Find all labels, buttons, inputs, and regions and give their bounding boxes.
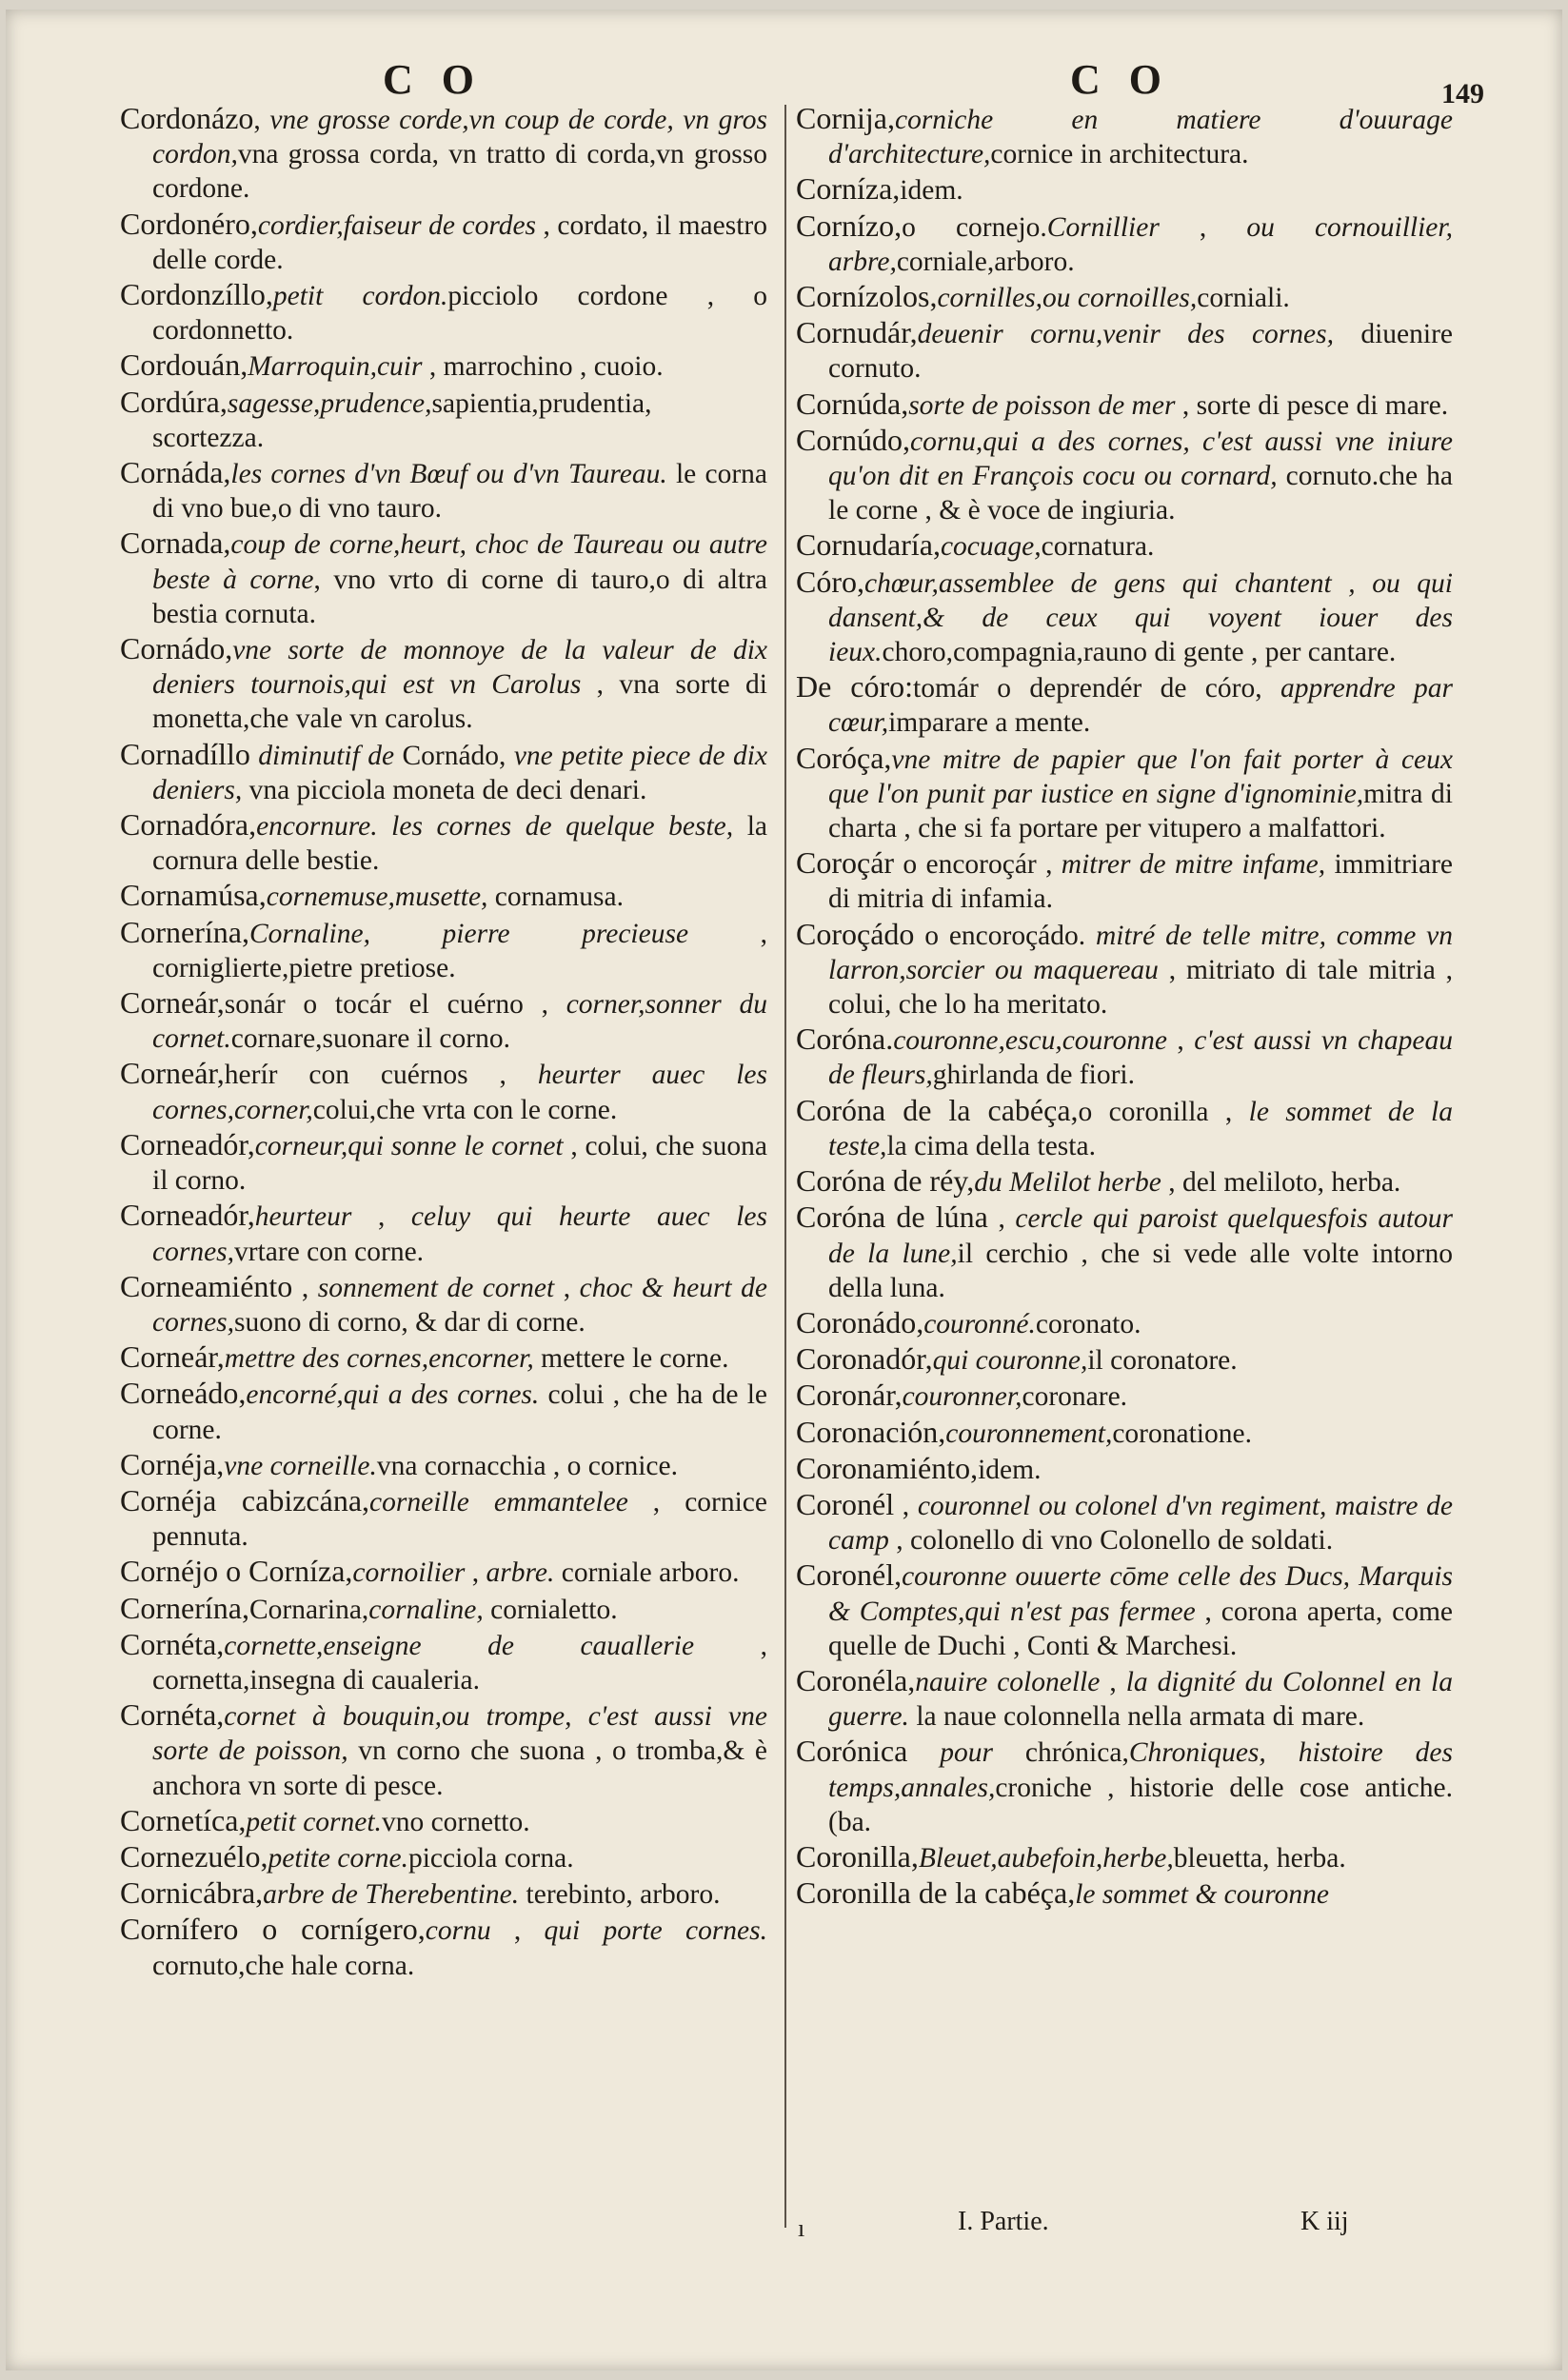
entry-headword: Cornija, bbox=[796, 101, 895, 135]
italian-gloss: vn corno che suona , o tromba,& è anchora vn sorte di pesce. bbox=[152, 1735, 767, 1801]
entry-headword: Corneár, bbox=[120, 1339, 225, 1375]
dictionary-entry bbox=[120, 347, 767, 384]
dictionary-entry bbox=[796, 171, 1453, 208]
entry-headword: Cordonéro, bbox=[120, 206, 258, 241]
entry-headword: Corneadór, bbox=[120, 1198, 255, 1233]
french-gloss: vne corneille. bbox=[224, 1450, 377, 1481]
italian-gloss: coronare. bbox=[1022, 1381, 1128, 1413]
dictionary-entry bbox=[120, 631, 767, 737]
italian-gloss: vna cornacchia , o cornice. bbox=[376, 1450, 678, 1481]
french-gloss: cocuage, bbox=[940, 531, 1042, 563]
italian-gloss: cornuto.che ha le corne , & è voce de ingiuria. bbox=[828, 461, 1453, 526]
dictionary-entry bbox=[120, 1803, 767, 1839]
dictionary-entry bbox=[796, 669, 1453, 740]
french-gloss: celuy qui heurte auec les cornes, bbox=[152, 1201, 767, 1267]
entry-headword: Cornéja, bbox=[120, 1446, 225, 1481]
french-gloss: chœur,assemblee de gens qui chantent , ou qui dansent,& de ceux qui voyent iouer des ieux. bbox=[828, 567, 1453, 668]
italian-gloss: colui , che ha de le corne. bbox=[152, 1379, 767, 1445]
entry-headword: Cornáda, bbox=[120, 455, 231, 490]
column-rule bbox=[784, 105, 786, 2228]
italian-gloss: , bbox=[465, 1557, 486, 1589]
dictionary-entry bbox=[796, 423, 1453, 528]
entry-headword: Corónica bbox=[796, 1734, 908, 1769]
dictionary-entry bbox=[120, 207, 767, 277]
dictionary-entry bbox=[796, 1415, 1453, 1451]
entry-headword: Cornadóra, bbox=[120, 807, 257, 843]
dictionary-entry bbox=[796, 1839, 1453, 1875]
italian-gloss: , cornetta,insegna di caualeria. bbox=[152, 1630, 767, 1696]
french-gloss: choc & heurt de cornes, bbox=[152, 1272, 768, 1338]
french-gloss: la dignité du Colonnel en la guerre. bbox=[828, 1666, 1453, 1733]
entry-headword: Cornudár, bbox=[796, 315, 918, 350]
dictionary-entry bbox=[120, 1697, 767, 1803]
right-column bbox=[796, 101, 1453, 1912]
french-gloss: apprendre par cœur, bbox=[828, 673, 1453, 739]
italian-gloss: la cornura delle bestie. bbox=[152, 811, 767, 877]
dictionary-entry bbox=[796, 1487, 1453, 1557]
entry-headword: Córo, bbox=[796, 564, 864, 599]
entry-headword: Coronación, bbox=[796, 1414, 946, 1449]
french-gloss: Cornillier bbox=[1046, 211, 1160, 243]
italian-gloss: o encoroçádo. bbox=[914, 920, 1096, 951]
entry-headword: Cornéta, bbox=[120, 1697, 225, 1733]
french-gloss: Cornaline, pierre precieuse bbox=[248, 918, 689, 949]
dictionary-entry bbox=[796, 741, 1453, 846]
italian-gloss: herír con cuérnos , bbox=[224, 1060, 538, 1091]
italian-gloss: , bbox=[253, 105, 270, 135]
dictionary-entry bbox=[796, 1875, 1453, 1912]
dictionary-entry bbox=[120, 1839, 767, 1875]
italian-gloss: , corona aperta, come quelle de Duchi , Conti & Marchesi. bbox=[828, 1596, 1453, 1661]
dictionary-entry bbox=[120, 1447, 767, 1483]
french-gloss: couronne ouuerte cōme celle des Ducs, Marquis & Comptes,qui n'est pas fermee bbox=[828, 1561, 1453, 1627]
french-gloss: cornet à bouquin,ou trompe, c'est aussi vne sorte de poisson, bbox=[152, 1701, 767, 1767]
italian-gloss: diuenire cornuto. bbox=[828, 319, 1453, 385]
italian-gloss: croniche , historie delle cose antiche. (ba. bbox=[828, 1772, 1453, 1837]
french-gloss: du Melilot herbe bbox=[974, 1167, 1161, 1199]
italian-gloss: picciolo cordone , o cordonnetto. bbox=[152, 281, 767, 347]
italian-gloss: cornuto,che hale corna. bbox=[152, 1950, 415, 1981]
entry-headword: Cornéjo o Corníza, bbox=[120, 1554, 353, 1589]
italian-gloss: imparare a mente. bbox=[888, 707, 1091, 739]
dictionary-entry bbox=[796, 565, 1453, 670]
dictionary-entry bbox=[120, 1554, 767, 1590]
french-gloss: nauire colonelle bbox=[915, 1666, 1101, 1697]
dictionary-entry bbox=[796, 1021, 1453, 1092]
entry-headword: Cordouán, bbox=[120, 347, 248, 383]
italian-gloss: , sorte di pesce di mare. bbox=[1175, 389, 1449, 421]
italian-gloss: , corniglierte,pietre pretiose. bbox=[152, 918, 768, 983]
entry-headword: Cordonázo bbox=[120, 101, 254, 135]
french-gloss: heurter auec les cornes,corner, bbox=[152, 1060, 767, 1125]
french-gloss: pour bbox=[940, 1737, 993, 1769]
entry-headword: Coronilla, bbox=[796, 1838, 919, 1874]
entry-headword: Cornúda, bbox=[796, 386, 909, 421]
french-gloss: corneille emmantelee bbox=[369, 1486, 628, 1517]
entry-headword: Corníza, bbox=[796, 171, 901, 207]
italian-gloss: immitriare di mitria di infamia. bbox=[828, 849, 1453, 915]
entry-headword: Cornicábra, bbox=[120, 1875, 264, 1911]
dictionary-entry bbox=[120, 1269, 767, 1339]
italian-gloss: cornamusa. bbox=[487, 882, 624, 913]
italian-gloss: mitra di charta , che si fa portare per vitupero a malfattori. bbox=[828, 778, 1454, 844]
french-gloss: arbre. bbox=[486, 1557, 555, 1589]
french-gloss: couronne,escu,couronne bbox=[893, 1025, 1168, 1057]
italian-gloss: chrónica, bbox=[992, 1737, 1129, 1769]
french-gloss: Marroquin,cuir bbox=[248, 351, 423, 383]
french-gloss: cornu bbox=[425, 1915, 491, 1947]
dictionary-entry bbox=[796, 1305, 1453, 1341]
italian-gloss: tomár o deprendér de córo, bbox=[913, 673, 1280, 704]
dictionary-entry bbox=[120, 1875, 767, 1912]
italian-gloss: idem. bbox=[978, 1454, 1042, 1485]
entry-headword: De córo: bbox=[796, 669, 914, 704]
french-gloss: petit cornet. bbox=[246, 1806, 382, 1837]
italian-gloss: colui,che vrta con le corne. bbox=[312, 1094, 618, 1125]
italian-gloss: , bbox=[1100, 1666, 1126, 1697]
dictionary-entry bbox=[120, 878, 767, 914]
french-gloss: c'est aussi vn chapeau de fleurs, bbox=[828, 1025, 1454, 1091]
dictionary-entry bbox=[120, 1591, 767, 1627]
italian-gloss: idem. bbox=[900, 175, 963, 207]
dictionary-entry bbox=[796, 1734, 1453, 1839]
entry-headword: Cornezuélo, bbox=[120, 1838, 268, 1874]
entry-headword: Coronilla de la cabéça, bbox=[796, 1875, 1076, 1911]
french-gloss: mitrer de mitre infame, bbox=[1061, 849, 1326, 881]
entry-headword: Coronadór, bbox=[796, 1341, 933, 1377]
italian-gloss: , bbox=[292, 1272, 318, 1303]
entry-headword: Coróna de réy, bbox=[796, 1163, 975, 1199]
french-gloss: mitré de telle mitre, comme vn larron,sorcier ou maquereau bbox=[828, 920, 1454, 985]
italian-gloss: cornatura. bbox=[1041, 531, 1155, 563]
dictionary-entry bbox=[796, 527, 1453, 564]
dictionary-entry bbox=[120, 385, 767, 455]
italian-gloss: picciola corna. bbox=[407, 1842, 574, 1874]
italian-gloss: , bbox=[554, 1272, 580, 1303]
french-gloss: sonnement de cornet bbox=[317, 1272, 555, 1303]
dictionary-entry bbox=[120, 985, 767, 1056]
french-gloss: vne mitre de papier que l'on fait porter à ceux que l'on punit par iustice en signe d'ignominie, bbox=[828, 744, 1453, 809]
italian-gloss: , bbox=[1167, 1025, 1195, 1057]
italian-gloss: o encoroçár , bbox=[894, 849, 1062, 881]
entry-headword: Coróna de la cabéça, bbox=[796, 1092, 1079, 1127]
dictionary-entry bbox=[120, 915, 767, 985]
entry-headword: Coroçár bbox=[796, 845, 895, 881]
french-gloss: cornemuse,musette, bbox=[266, 882, 488, 913]
italian-gloss: , cordato, il maestro delle corde. bbox=[152, 209, 767, 275]
italian-gloss: Cornádo, bbox=[394, 740, 514, 771]
entry-headword: Coronél bbox=[796, 1486, 895, 1521]
french-gloss: encornure. les cornes de quelque beste, bbox=[256, 811, 734, 843]
entry-headword: Cornudaría, bbox=[796, 527, 941, 563]
italian-gloss: suono di corno, & dar di corne. bbox=[234, 1306, 586, 1338]
dictionary-entry bbox=[120, 1198, 767, 1268]
dictionary-entry bbox=[120, 1376, 767, 1446]
italian-gloss: , colui, che suona il corno. bbox=[152, 1130, 767, 1197]
italian-gloss: , bbox=[987, 1203, 1016, 1235]
italian-gloss: , bbox=[490, 1915, 545, 1947]
entry-headword: Coronár, bbox=[796, 1378, 903, 1413]
dictionary-entry bbox=[796, 1163, 1453, 1200]
dictionary-entry bbox=[120, 737, 767, 807]
french-gloss: couronné. bbox=[923, 1308, 1036, 1339]
dictionary-entry bbox=[796, 1378, 1453, 1414]
italian-gloss: , bbox=[894, 1490, 918, 1521]
french-gloss: coup de corne,heurt, bbox=[230, 529, 467, 561]
dictionary-entry bbox=[120, 1912, 767, 1982]
french-gloss: qui couronne, bbox=[932, 1345, 1088, 1377]
french-gloss: choc de Taureau ou autre beste à corne bbox=[152, 529, 768, 595]
entry-headword: Coronél, bbox=[796, 1557, 903, 1593]
entry-headword: Cornízolos, bbox=[796, 279, 938, 314]
french-gloss: cordier,faiseur de cordes bbox=[257, 209, 537, 241]
entry-headword: Coronádo, bbox=[796, 1304, 924, 1339]
italian-gloss: vrtare con corne. bbox=[234, 1236, 425, 1267]
french-gloss: encorné,qui a des cornes. bbox=[246, 1379, 540, 1411]
italian-gloss: , bbox=[351, 1201, 411, 1233]
dictionary-entry bbox=[796, 1557, 1453, 1663]
dictionary-entry bbox=[796, 1663, 1453, 1734]
dictionary-page bbox=[6, 10, 1562, 2370]
entry-headword: Corneár, bbox=[120, 1056, 225, 1091]
italian-gloss: o coronilla , bbox=[1078, 1096, 1249, 1127]
french-gloss: couronner, bbox=[902, 1381, 1022, 1413]
italian-gloss: , del meliloto, herba. bbox=[1161, 1167, 1401, 1199]
italian-gloss: , bbox=[1159, 211, 1247, 243]
entry-headword: Cordúra, bbox=[120, 384, 228, 419]
dictionary-entry bbox=[796, 1200, 1453, 1305]
italian-gloss: la naue colonnella nella armata di mare. bbox=[908, 1701, 1365, 1733]
dictionary-entry bbox=[120, 277, 767, 347]
french-gloss: vne grosse corde,vn coup de corde, vn gros cordon, bbox=[152, 105, 768, 170]
dictionary-entry bbox=[120, 1127, 767, 1198]
dictionary-entry bbox=[796, 315, 1453, 386]
french-gloss: heurteur bbox=[254, 1201, 352, 1233]
italian-gloss: terebinto, arboro. bbox=[519, 1879, 721, 1911]
footer-tick: ı bbox=[798, 2214, 805, 2242]
entry-headword: Cornerína, bbox=[120, 914, 249, 949]
entry-headword: Corneádo, bbox=[120, 1376, 247, 1411]
italian-gloss: sapientia,prudentia, scortezza. bbox=[152, 387, 652, 453]
italian-gloss: , mitriato di tale mitria , colui, che lo ha meritato. bbox=[828, 954, 1453, 1021]
french-gloss: couronnel ou colonel d'vn regiment, maistre de camp bbox=[828, 1490, 1453, 1557]
dictionary-entry bbox=[796, 1451, 1453, 1487]
italian-gloss: la cima della testa. bbox=[886, 1130, 1096, 1161]
entry-headword: Cornada, bbox=[120, 526, 231, 561]
italian-gloss: o cornejo. bbox=[902, 211, 1047, 243]
dictionary-entry bbox=[796, 845, 1453, 916]
entry-headword: Coróna de lúna bbox=[796, 1200, 988, 1235]
french-gloss: cornoilier bbox=[352, 1557, 466, 1589]
entry-headword: Coroçádo bbox=[796, 916, 915, 951]
right-running-head: CO bbox=[1070, 56, 1190, 103]
french-gloss: diminutif de bbox=[258, 740, 395, 771]
entry-headword: Coronéla, bbox=[796, 1662, 916, 1697]
french-gloss: cornilles,ou cornoilles, bbox=[937, 283, 1198, 314]
entry-headword: Cornífero o cornígero, bbox=[120, 1912, 426, 1947]
entry-headword: Corneadór, bbox=[120, 1126, 255, 1161]
italian-gloss: vno cornetto. bbox=[381, 1806, 530, 1837]
french-gloss: sorte de poisson de mer bbox=[908, 389, 1176, 421]
french-gloss: cornette,enseigne de cauallerie bbox=[224, 1630, 695, 1661]
entry-headword: Cornerína, bbox=[120, 1590, 249, 1625]
french-gloss: Chroniques, histoire des temps,annales, bbox=[828, 1737, 1454, 1803]
italian-gloss: vna grossa corda, vn tratto di corda,vn grosso cordone. bbox=[152, 139, 767, 205]
italian-gloss: cornare,suonare il corno. bbox=[230, 1023, 510, 1055]
entry-headword: Coróna. bbox=[796, 1021, 894, 1057]
french-gloss: corner,sonner du cornet. bbox=[152, 989, 768, 1055]
entry-headword: Cornetíca, bbox=[120, 1802, 247, 1837]
french-gloss: arbre de Therebentine. bbox=[263, 1879, 520, 1911]
french-gloss: couronnement, bbox=[945, 1418, 1113, 1449]
italian-gloss: ghirlanda de fiori. bbox=[932, 1060, 1135, 1091]
italian-gloss: cornialetto. bbox=[483, 1594, 618, 1625]
signature-mark: K iij bbox=[1300, 2207, 1349, 2236]
italian-gloss: , colonello di vno Colonello de soldati. bbox=[888, 1525, 1334, 1557]
italian-gloss: coronatione. bbox=[1112, 1418, 1252, 1449]
french-gloss: cornu,qui a des cornes, c'est aussi vne iniure qu'on dit en François cocu ou cornard, bbox=[828, 426, 1453, 492]
entry-headword: Cornéta, bbox=[120, 1626, 225, 1661]
french-gloss: deuenir cornu,venir des cornes, bbox=[917, 319, 1334, 350]
italian-gloss: Cornarina, bbox=[248, 1594, 369, 1625]
entry-headword: Cornamúsa, bbox=[120, 878, 267, 913]
dictionary-entry bbox=[796, 917, 1453, 1022]
italian-gloss: mettere le corne. bbox=[533, 1343, 729, 1375]
italian-gloss bbox=[907, 1737, 940, 1768]
entry-headword: Cornádo, bbox=[120, 631, 233, 666]
dictionary-entry bbox=[796, 1093, 1453, 1163]
entry-headword: Cornadíllo bbox=[120, 736, 250, 771]
italian-gloss: il coronatore. bbox=[1087, 1345, 1238, 1377]
french-gloss: vne petite piece de dix deniers, bbox=[152, 740, 767, 805]
italian-gloss bbox=[466, 529, 475, 560]
italian-gloss: corniale arboro. bbox=[554, 1557, 740, 1589]
dictionary-entry bbox=[120, 1056, 767, 1126]
dictionary-entry bbox=[796, 387, 1453, 423]
italian-gloss: le corna di vno bue,o di vno tauro. bbox=[152, 459, 767, 525]
entry-headword: Corneamiénto bbox=[120, 1268, 293, 1303]
entry-headword: Coronamiénto, bbox=[796, 1450, 979, 1485]
french-gloss: cercle qui paroist quelquesfois autour de la lune, bbox=[828, 1203, 1454, 1269]
dictionary-entry bbox=[796, 101, 1453, 171]
french-gloss: ou cornouillier, arbre, bbox=[828, 211, 1453, 277]
entry-headword: Cornízo, bbox=[796, 208, 903, 243]
dictionary-entry bbox=[120, 1627, 767, 1697]
dictionary-entry bbox=[120, 807, 767, 878]
dictionary-entry bbox=[120, 526, 767, 631]
french-gloss: corneur,qui sonne le cornet bbox=[254, 1130, 564, 1161]
dictionary-entry bbox=[120, 1339, 767, 1376]
italian-gloss: cornice in architectura. bbox=[990, 139, 1249, 170]
french-gloss: petite corne. bbox=[268, 1842, 408, 1874]
french-gloss: le sommet de la teste, bbox=[828, 1096, 1453, 1161]
entry-headword: Coróça, bbox=[796, 740, 892, 775]
french-gloss: mettre des cornes,encorner, bbox=[224, 1343, 534, 1375]
italian-gloss: coronato. bbox=[1035, 1308, 1141, 1339]
french-gloss: corniche en matiere d'ouurage d'architecture, bbox=[828, 105, 1453, 170]
dictionary-entry bbox=[120, 455, 767, 526]
french-gloss: les cornes d'vn Bœuf ou d'vn Taureau. bbox=[230, 459, 667, 490]
left-running-head: CO bbox=[383, 56, 503, 103]
italian-gloss: corniale,arboro. bbox=[896, 246, 1075, 277]
italian-gloss: , marrochino , cuoio. bbox=[422, 351, 664, 383]
italian-gloss: bleuetta, herba. bbox=[1173, 1842, 1346, 1874]
entry-headword: Cordonzíllo, bbox=[120, 277, 273, 312]
dictionary-entry bbox=[796, 279, 1453, 315]
dictionary-entry bbox=[120, 101, 767, 207]
dictionary-entry bbox=[796, 1341, 1453, 1378]
french-gloss: Bleuet,aubefoin,herbe, bbox=[918, 1842, 1174, 1874]
italian-gloss: corniali. bbox=[1197, 283, 1290, 314]
italian-gloss: vna picciola moneta de deci denari. bbox=[242, 774, 647, 805]
left-column bbox=[120, 101, 767, 1983]
italian-gloss: , vno vrto di corne di tauro,o di altra bestia cornuta. bbox=[152, 564, 767, 629]
entry-headword: Corneár, bbox=[120, 985, 225, 1021]
french-gloss: vne sorte de monnoye de la valeur de dix deniers tournois,qui est vn Carolus bbox=[152, 635, 767, 701]
italian-gloss: , cornice pennuta. bbox=[152, 1486, 767, 1553]
italian-gloss: choro,compagnia,rauno di gente , per cantare. bbox=[882, 637, 1397, 668]
folio-number: 149 bbox=[1441, 78, 1484, 109]
dictionary-entry bbox=[120, 1483, 767, 1554]
french-gloss: sagesse,prudence, bbox=[227, 387, 432, 419]
italian-gloss: sonár o tocár el cuérno , bbox=[224, 989, 566, 1021]
french-gloss: qui porte cornes. bbox=[544, 1915, 767, 1947]
dictionary-entry bbox=[796, 208, 1453, 279]
french-gloss: cornaline, bbox=[368, 1594, 484, 1625]
italian-gloss: il cerchio , che si vede alle volte intorno della luna. bbox=[828, 1238, 1453, 1303]
entry-headword: Cornúdo, bbox=[796, 422, 910, 457]
french-gloss: petit cordon. bbox=[272, 281, 448, 312]
signature-line: I. Partie. bbox=[958, 2207, 1049, 2236]
entry-headword: Cornéja cabizcána, bbox=[120, 1482, 370, 1517]
french-gloss: le sommet & couronne bbox=[1075, 1879, 1329, 1911]
italian-gloss: , vna sorte di monetta,che vale vn carolus. bbox=[152, 669, 768, 735]
